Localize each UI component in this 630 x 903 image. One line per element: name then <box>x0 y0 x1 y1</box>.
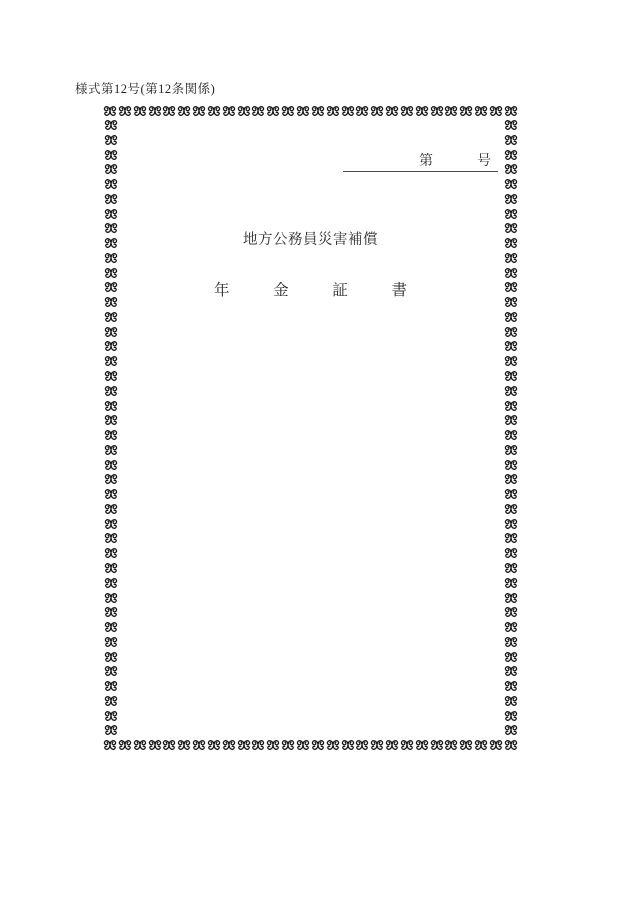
floral-scroll-ornament-icon <box>504 695 518 708</box>
floral-scroll-ornament-icon <box>222 105 236 118</box>
floral-scroll-ornament-icon <box>504 503 518 516</box>
border-right-ornaments <box>503 119 518 738</box>
floral-scroll-ornament-icon <box>104 680 118 693</box>
floral-scroll-ornament-icon <box>281 739 295 752</box>
floral-scroll-ornament-icon <box>504 459 518 472</box>
floral-scroll-ornament-icon <box>474 105 488 118</box>
floral-scroll-ornament-icon <box>104 724 118 737</box>
floral-scroll-ornament-icon <box>104 444 118 457</box>
floral-scroll-ornament-icon <box>104 296 118 309</box>
floral-scroll-ornament-icon <box>104 385 118 398</box>
floral-scroll-ornament-icon <box>103 105 117 118</box>
floral-scroll-ornament-icon <box>104 414 118 427</box>
floral-scroll-ornament-icon <box>148 739 162 752</box>
floral-scroll-ornament-icon <box>104 193 118 206</box>
floral-scroll-ornament-icon <box>104 488 118 501</box>
floral-scroll-ornament-icon <box>104 355 118 368</box>
floral-scroll-ornament-icon <box>504 400 518 413</box>
floral-scroll-ornament-icon <box>415 739 429 752</box>
floral-scroll-ornament-icon <box>459 739 473 752</box>
floral-scroll-ornament-icon <box>104 503 118 516</box>
floral-scroll-ornament-icon <box>251 739 265 752</box>
floral-scroll-ornament-icon <box>504 532 518 545</box>
title2-char: 金 <box>273 282 289 299</box>
floral-scroll-ornament-icon <box>104 695 118 708</box>
certificate-number-line <box>343 151 498 172</box>
floral-scroll-ornament-icon <box>104 532 118 545</box>
number-suffix-label: 号 <box>477 154 491 169</box>
floral-scroll-ornament-icon <box>118 739 132 752</box>
floral-scroll-ornament-icon <box>504 651 518 664</box>
floral-scroll-ornament-icon <box>504 105 518 118</box>
floral-scroll-ornament-icon <box>504 473 518 486</box>
floral-scroll-ornament-icon <box>504 134 518 147</box>
border-bottom-ornaments <box>103 738 518 753</box>
certificate-content <box>118 119 503 738</box>
floral-scroll-ornament-icon <box>504 621 518 634</box>
floral-scroll-ornament-icon <box>504 355 518 368</box>
floral-scroll-ornament-icon <box>104 149 118 162</box>
floral-scroll-ornament-icon <box>237 739 251 752</box>
floral-scroll-ornament-icon <box>104 237 118 250</box>
floral-scroll-ornament-icon <box>385 105 399 118</box>
floral-scroll-ornament-icon <box>104 473 118 486</box>
floral-scroll-ornament-icon <box>104 459 118 472</box>
floral-scroll-ornament-icon <box>504 193 518 206</box>
floral-scroll-ornament-icon <box>504 149 518 162</box>
border-top-ornaments <box>103 104 518 119</box>
floral-scroll-ornament-icon <box>104 311 118 324</box>
floral-scroll-ornament-icon <box>104 326 118 339</box>
floral-scroll-ornament-icon <box>296 105 310 118</box>
floral-scroll-ornament-icon <box>504 222 518 235</box>
floral-scroll-ornament-icon <box>104 710 118 723</box>
floral-scroll-ornament-icon <box>104 651 118 664</box>
floral-scroll-ornament-icon <box>415 105 429 118</box>
floral-scroll-ornament-icon <box>444 739 458 752</box>
floral-scroll-ornament-icon <box>504 665 518 678</box>
floral-scroll-ornament-icon <box>162 105 176 118</box>
floral-scroll-ornament-icon <box>148 105 162 118</box>
ornamental-border-frame <box>103 104 518 753</box>
floral-scroll-ornament-icon <box>504 326 518 339</box>
floral-scroll-ornament-icon <box>489 105 503 118</box>
floral-scroll-ornament-icon <box>192 105 206 118</box>
floral-scroll-ornament-icon <box>133 105 147 118</box>
floral-scroll-ornament-icon <box>504 739 518 752</box>
floral-scroll-ornament-icon <box>504 606 518 619</box>
floral-scroll-ornament-icon <box>266 105 280 118</box>
floral-scroll-ornament-icon <box>104 267 118 280</box>
floral-scroll-ornament-icon <box>385 739 399 752</box>
floral-scroll-ornament-icon <box>104 222 118 235</box>
floral-scroll-ornament-icon <box>444 105 458 118</box>
form-number-label: 様式第12号(第12条関係) <box>75 82 216 96</box>
floral-scroll-ornament-icon <box>104 665 118 678</box>
floral-scroll-ornament-icon <box>459 105 473 118</box>
title2-char: 証 <box>332 282 348 299</box>
floral-scroll-ornament-icon <box>504 488 518 501</box>
floral-scroll-ornament-icon <box>104 592 118 605</box>
floral-scroll-ornament-icon <box>504 710 518 723</box>
floral-scroll-ornament-icon <box>326 739 340 752</box>
floral-scroll-ornament-icon <box>104 281 118 294</box>
floral-scroll-ornament-icon <box>504 163 518 176</box>
floral-scroll-ornament-icon <box>104 134 118 147</box>
floral-scroll-ornament-icon <box>355 739 369 752</box>
floral-scroll-ornament-icon <box>400 739 414 752</box>
floral-scroll-ornament-icon <box>504 296 518 309</box>
floral-scroll-ornament-icon <box>103 739 117 752</box>
floral-scroll-ornament-icon <box>370 739 384 752</box>
title2-char: 書 <box>391 282 407 299</box>
floral-scroll-ornament-icon <box>504 281 518 294</box>
floral-scroll-ornament-icon <box>474 739 488 752</box>
certificate-title-line2 <box>214 278 407 300</box>
number-prefix-label: 第 <box>419 154 433 169</box>
floral-scroll-ornament-icon <box>430 739 444 752</box>
certificate-title-line1: 地方公務員災害補償 <box>243 232 378 248</box>
floral-scroll-ornament-icon <box>504 311 518 324</box>
floral-scroll-ornament-icon <box>104 178 118 191</box>
floral-scroll-ornament-icon <box>104 518 118 531</box>
floral-scroll-ornament-icon <box>504 340 518 353</box>
floral-scroll-ornament-icon <box>162 739 176 752</box>
floral-scroll-ornament-icon <box>504 208 518 221</box>
floral-scroll-ornament-icon <box>504 518 518 531</box>
floral-scroll-ornament-icon <box>311 739 325 752</box>
floral-scroll-ornament-icon <box>104 119 118 132</box>
floral-scroll-ornament-icon <box>504 429 518 442</box>
floral-scroll-ornament-icon <box>504 636 518 649</box>
floral-scroll-ornament-icon <box>177 739 191 752</box>
floral-scroll-ornament-icon <box>104 606 118 619</box>
floral-scroll-ornament-icon <box>104 163 118 176</box>
border-left-ornaments <box>103 119 118 738</box>
floral-scroll-ornament-icon <box>296 739 310 752</box>
floral-scroll-ornament-icon <box>504 414 518 427</box>
floral-scroll-ornament-icon <box>504 724 518 737</box>
floral-scroll-ornament-icon <box>104 340 118 353</box>
floral-scroll-ornament-icon <box>104 429 118 442</box>
floral-scroll-ornament-icon <box>355 105 369 118</box>
floral-scroll-ornament-icon <box>104 621 118 634</box>
floral-scroll-ornament-icon <box>504 592 518 605</box>
floral-scroll-ornament-icon <box>430 105 444 118</box>
floral-scroll-ornament-icon <box>104 400 118 413</box>
floral-scroll-ornament-icon <box>504 562 518 575</box>
floral-scroll-ornament-icon <box>104 577 118 590</box>
floral-scroll-ornament-icon <box>222 739 236 752</box>
floral-scroll-ornament-icon <box>504 385 518 398</box>
floral-scroll-ornament-icon <box>251 105 265 118</box>
floral-scroll-ornament-icon <box>104 547 118 560</box>
floral-scroll-ornament-icon <box>104 370 118 383</box>
floral-scroll-ornament-icon <box>237 105 251 118</box>
title2-char: 年 <box>214 282 230 299</box>
floral-scroll-ornament-icon <box>341 105 355 118</box>
floral-scroll-ornament-icon <box>504 252 518 265</box>
floral-scroll-ornament-icon <box>118 105 132 118</box>
floral-scroll-ornament-icon <box>504 577 518 590</box>
floral-scroll-ornament-icon <box>133 739 147 752</box>
floral-scroll-ornament-icon <box>400 105 414 118</box>
floral-scroll-ornament-icon <box>504 119 518 132</box>
floral-scroll-ornament-icon <box>192 739 206 752</box>
floral-scroll-ornament-icon <box>504 370 518 383</box>
floral-scroll-ornament-icon <box>504 178 518 191</box>
floral-scroll-ornament-icon <box>266 739 280 752</box>
floral-scroll-ornament-icon <box>341 739 355 752</box>
floral-scroll-ornament-icon <box>207 105 221 118</box>
floral-scroll-ornament-icon <box>104 562 118 575</box>
floral-scroll-ornament-icon <box>489 739 503 752</box>
floral-scroll-ornament-icon <box>104 636 118 649</box>
floral-scroll-ornament-icon <box>104 252 118 265</box>
floral-scroll-ornament-icon <box>504 267 518 280</box>
floral-scroll-ornament-icon <box>177 105 191 118</box>
floral-scroll-ornament-icon <box>207 739 221 752</box>
floral-scroll-ornament-icon <box>504 237 518 250</box>
floral-scroll-ornament-icon <box>504 444 518 457</box>
floral-scroll-ornament-icon <box>370 105 384 118</box>
floral-scroll-ornament-icon <box>504 547 518 560</box>
floral-scroll-ornament-icon <box>104 208 118 221</box>
floral-scroll-ornament-icon <box>281 105 295 118</box>
floral-scroll-ornament-icon <box>326 105 340 118</box>
floral-scroll-ornament-icon <box>504 680 518 693</box>
floral-scroll-ornament-icon <box>311 105 325 118</box>
